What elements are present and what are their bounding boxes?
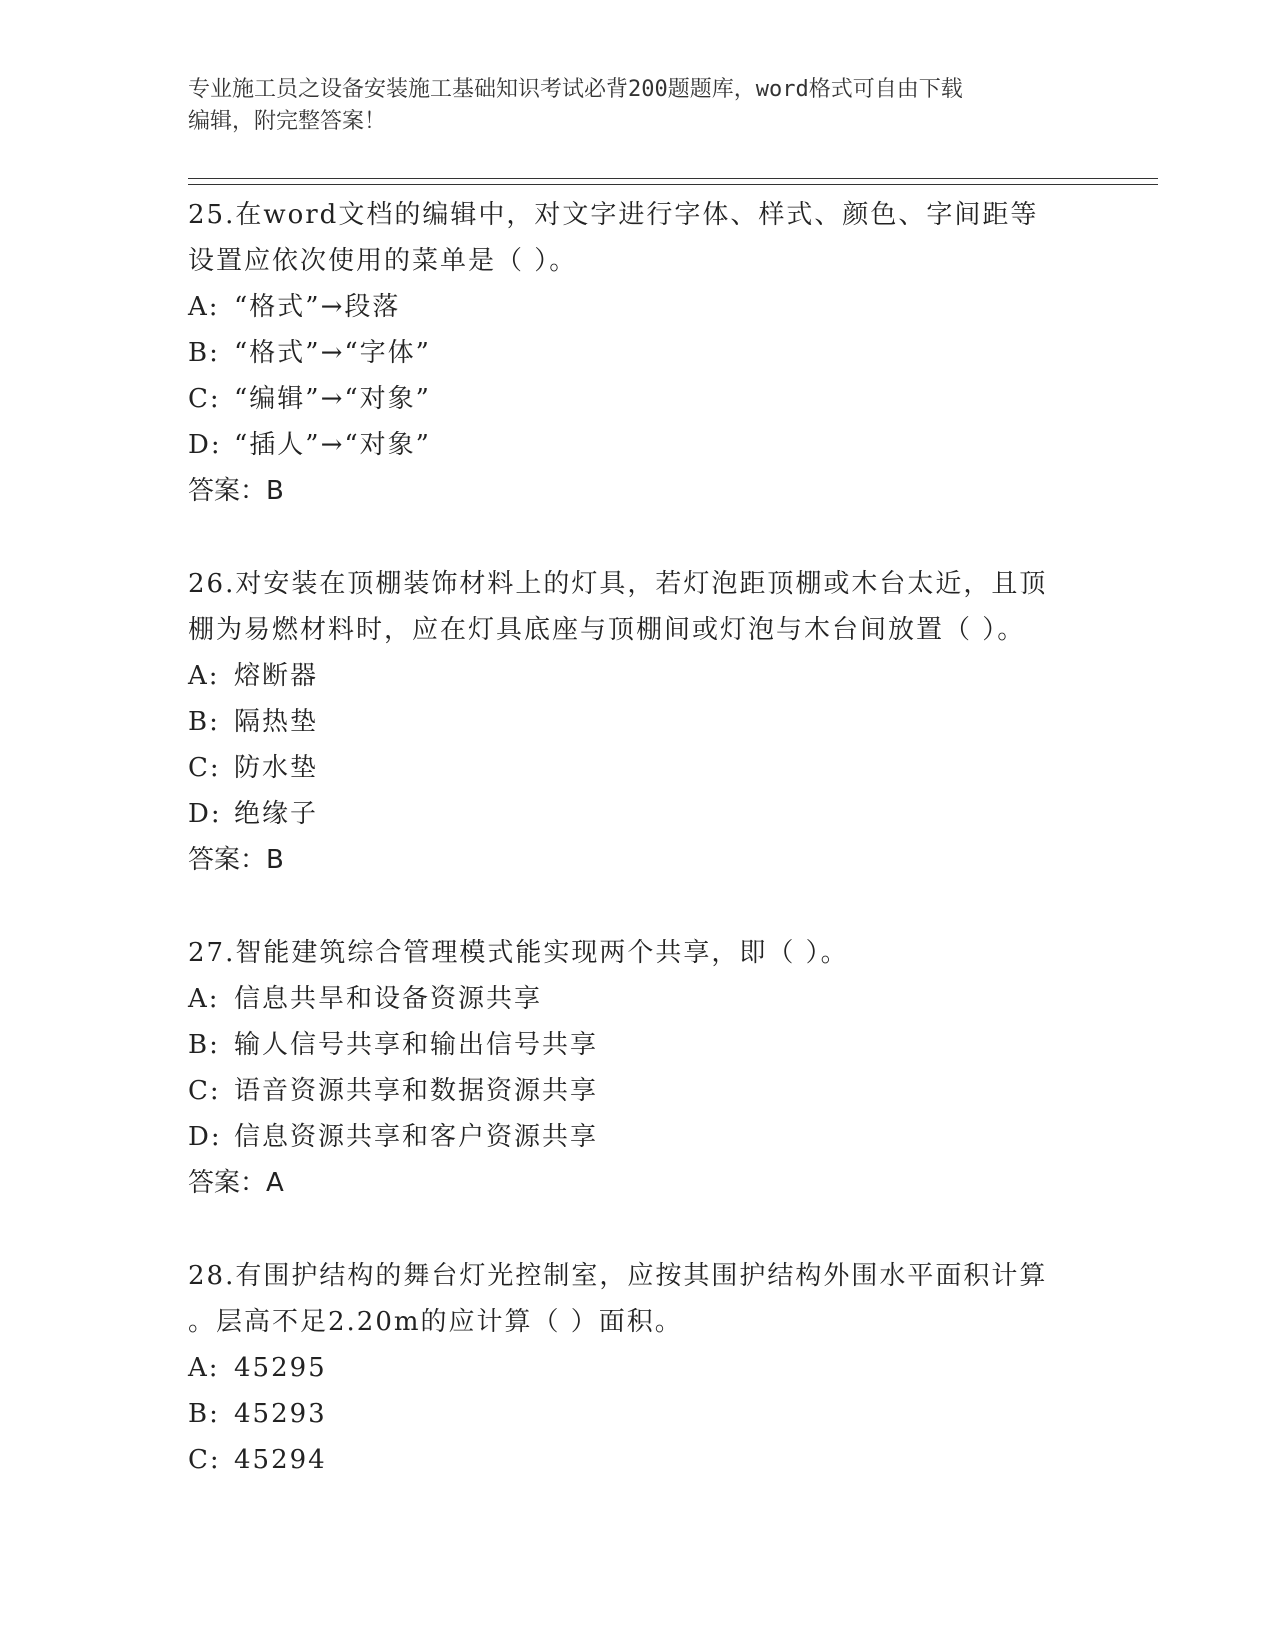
- option-text: 语音资源共享和数据资源共享: [234, 1076, 599, 1106]
- option-letter: C:: [188, 753, 221, 783]
- option-letter: B:: [188, 707, 220, 737]
- question-27: [188, 930, 1118, 1206]
- question-28: [188, 1253, 1118, 1483]
- question-text: 棚为易燃材料时，应在灯具底座与顶棚间或灯泡与木台间放置（ ）。: [188, 615, 1026, 645]
- option-text: 信息共旱和设备资源共享: [234, 984, 543, 1014]
- option-letter: D:: [188, 430, 222, 460]
- option-letter: B:: [188, 1399, 220, 1429]
- option-letter: A:: [188, 661, 220, 691]
- option-text: “插人”→“对象”: [234, 430, 431, 460]
- option-text: 信息资源共享和客户资源共享: [234, 1122, 599, 1152]
- option-text: 隔热垫: [234, 707, 319, 737]
- question-26: [188, 561, 1118, 883]
- option-c: [188, 745, 1118, 791]
- option-d: [188, 1114, 1118, 1160]
- option-letter: B:: [188, 1030, 220, 1060]
- option-b: [188, 1022, 1118, 1068]
- header-line-2: 编辑，附完整答案！: [188, 109, 387, 134]
- option-text: “格式”→段落: [234, 292, 401, 322]
- header-line-1: 专业施工员之设备安装施工基础知识考试必背200题题库，word格式可自由下载: [188, 77, 963, 102]
- option-text: “格式”→“字体”: [234, 338, 431, 368]
- option-a: [188, 976, 1118, 1022]
- option-text: 45295: [234, 1353, 327, 1383]
- question-text: 28.有围护结构的舞台灯光控制室，应按其围护结构外围水平面积计算: [188, 1261, 1048, 1291]
- option-letter: A:: [188, 984, 220, 1014]
- option-b: [188, 1391, 1118, 1437]
- option-text: 熔断器: [234, 661, 319, 691]
- question-text: 26.对安装在顶棚装饰材料上的灯具，若灯泡距顶棚或木台太近，且顶: [188, 569, 1048, 599]
- question-25: [188, 192, 1118, 514]
- option-text: 输人信号共享和输出信号共享: [234, 1030, 599, 1060]
- option-letter: A:: [188, 1353, 220, 1383]
- question-text: 设置应依次使用的菜单是（ ）。: [188, 246, 578, 276]
- header-divider-top: [188, 178, 1158, 179]
- option-b: [188, 330, 1118, 376]
- answer-line: 答案：A: [188, 1168, 284, 1198]
- option-letter: C:: [188, 384, 221, 414]
- option-letter: D:: [188, 799, 222, 829]
- option-letter: C:: [188, 1076, 221, 1106]
- question-text: 25.在word文档的编辑中，对文字进行字体、样式、颜色、字间距等: [188, 200, 1039, 230]
- option-c: [188, 1068, 1118, 1114]
- document-header: [188, 74, 1088, 138]
- option-text: 绝缘子: [234, 799, 319, 829]
- header-divider-bottom: [188, 184, 1158, 185]
- answer-line: 答案：B: [188, 476, 284, 506]
- option-letter: C:: [188, 1445, 221, 1475]
- option-a: [188, 284, 1118, 330]
- question-text: 27.智能建筑综合管理模式能实现两个共享，即（ ）。: [188, 938, 849, 968]
- option-text: “编辑”→“对象”: [234, 384, 431, 414]
- option-text: 45294: [234, 1445, 327, 1475]
- question-text: 。层高不足2.20m的应计算（ ）面积。: [188, 1307, 683, 1337]
- option-letter: B:: [188, 338, 220, 368]
- option-text: 防水垫: [234, 753, 319, 783]
- option-c: [188, 1437, 1118, 1483]
- option-a: [188, 653, 1118, 699]
- option-d: [188, 791, 1118, 837]
- option-c: [188, 376, 1118, 422]
- option-letter: D:: [188, 1122, 222, 1152]
- answer-line: 答案：B: [188, 845, 284, 875]
- option-text: 45293: [234, 1399, 327, 1429]
- option-d: [188, 422, 1118, 468]
- option-a: [188, 1345, 1118, 1391]
- option-letter: A:: [188, 292, 220, 322]
- question-list: [188, 192, 1118, 1530]
- option-b: [188, 699, 1118, 745]
